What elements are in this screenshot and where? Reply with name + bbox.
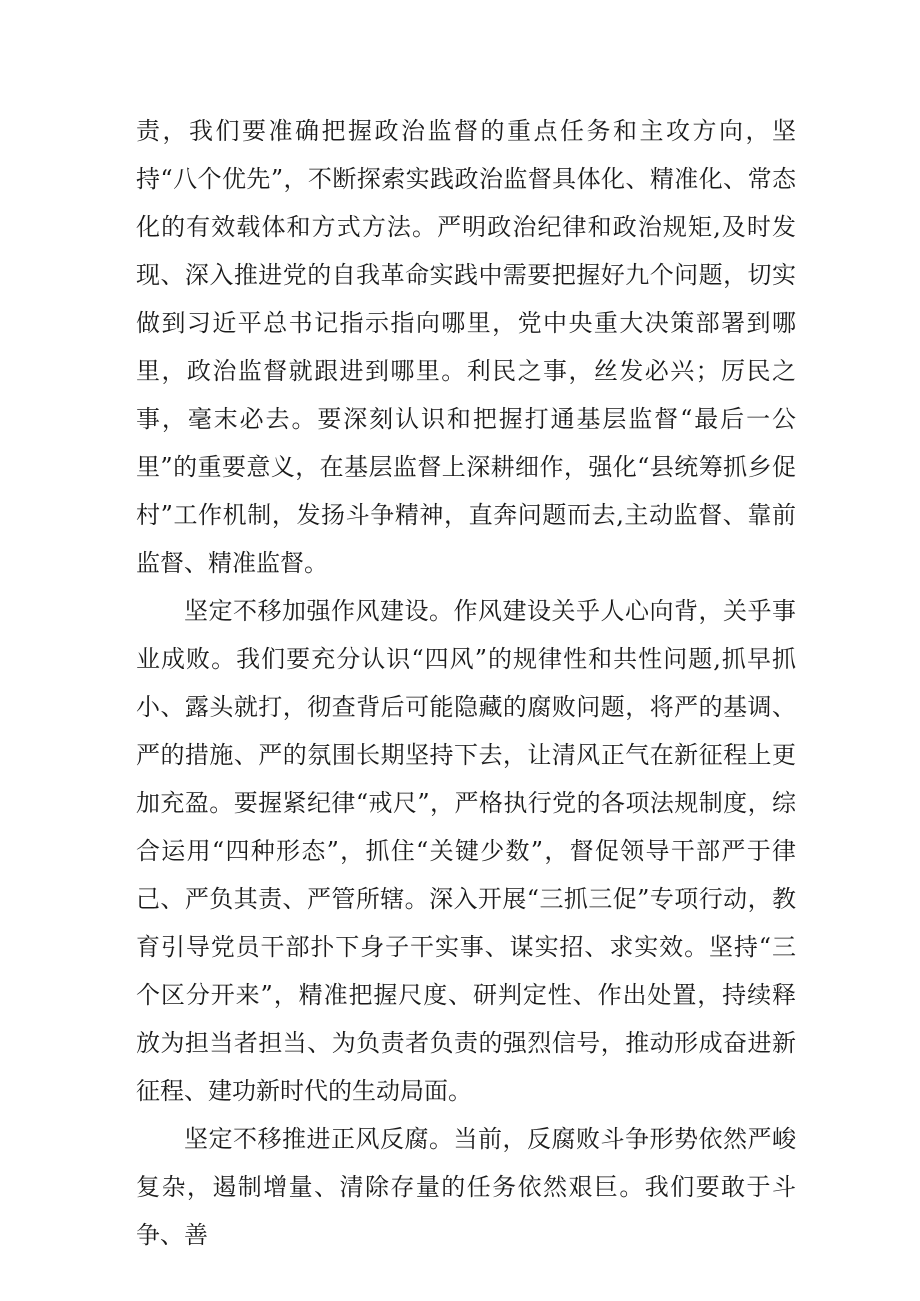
paragraph-continuation: 责，我们要准确把握政治监督的重点任务和主攻方向，坚持“八个优先”，不断探索实践政治监督具体化、精准化、常态化的有效载体和方式方法。严明政治纪律和政治规矩,及时发现、深入推进党的自我革命实践中需要把握好九个问题，切实做到习近平总书记指示指向哪里，党中央重大决策部署到哪里，政治监督就跟进到哪里。利民之事，丝发必兴；厉民之事，毫末必去。要深刻认识和把握打通基层监督“最后一公里”的重要意义，在基层监督上深耕细作，强化“县统筹抓乡促村”工作机制，发扬斗争精神，直奔问题而去,主动监督、靠前监督、精准监督。 xyxy=(136,117,796,577)
body-text xyxy=(136,107,796,1259)
paragraph-anti-corruption: 坚定不移推进正风反腐。当前，反腐败斗争形势依然严峻复杂，遏制增量、清除存量的任务依然艰巨。我们要敢于斗争、善 xyxy=(136,1125,796,1249)
paragraph-style-building: 坚定不移加强作风建设。作风建设关乎人心向背，关乎事业成败。我们要充分认识“四风”的规律性和共性问题,抓早抓小、露头就打，彻查背后可能隐藏的腐败问题，将严的基调、严的措施、严的氛围长期坚持下去，让清风正气在新征程上更加充盈。要握紧纪律“戒尺”，严格执行党的各项法规制度，综合运用“四种形态”，抓住“关键少数”，督促领导干部严于律己、严负其责、严管所辖。深入开展“三抓三促”专项行动，教育引导党员干部扑下身子干实事、谋实招、求实效。坚持“三个区分开来”，精准把握尺度、研判定性、作出处置，持续释放为担当者担当、为负责者负责的强烈信号，推动形成奋进新征程、建功新时代的生动局面。 xyxy=(136,597,796,1105)
